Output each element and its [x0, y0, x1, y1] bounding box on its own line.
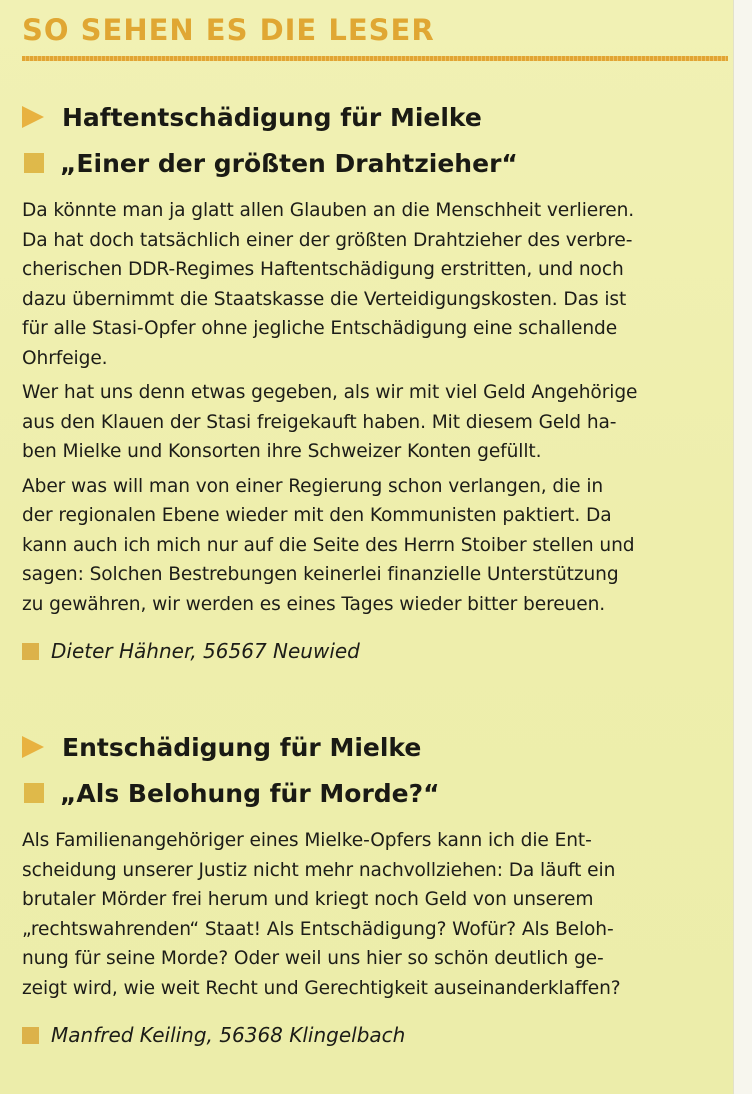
page-edge — [733, 0, 752, 1094]
text-line: „rechtswahrenden“ Staat! Als Entschädigung? Wofür? Als Beloh- — [22, 918, 614, 940]
text-line: kann auch ich mich nur auf die Seite des Herrn Stoiber stellen und — [22, 534, 635, 556]
text-line: Als Familienangehöriger eines Mielke-Opfers kann ich die Ent- — [22, 830, 592, 851]
letter-signature: Manfred Keiling, 56368 Klingelbach — [51, 1023, 406, 1047]
letter-subtitle: „Einer der größten Drahtzieher“ — [60, 148, 518, 178]
square-icon — [22, 1027, 39, 1044]
letter-topic: Entschädigung für Mielke — [62, 732, 422, 762]
text-line: brutaler Mörder frei herum und kriegt noch Geld von unserem — [22, 889, 594, 910]
section-header — [22, 10, 728, 60]
letter-signature: Dieter Hähner, 56567 Neuwied — [51, 639, 360, 663]
square-icon — [22, 643, 39, 660]
letter-subtitle-row — [22, 140, 734, 186]
letter-body — [22, 826, 734, 1003]
text-line: cherischen DDR-Regimes Haftentschädigung erstritten, und noch — [22, 259, 624, 280]
text-line: scheidung unserer Justiz nicht mehr nachvollziehen: Da läuft ein — [22, 859, 616, 881]
text-line: ben Mielke und Konsorten ihre Schweizer Konten gefüllt. — [22, 441, 542, 462]
text-line: Da hat doch tatsächlich einer der größten Drahtzieher des verbre- — [22, 229, 633, 251]
square-icon — [24, 153, 44, 173]
section-title: SO SEHEN ES DIE LESER — [22, 13, 435, 47]
signature-row — [22, 639, 734, 663]
text-line: Ohrfeige. — [22, 347, 108, 369]
square-icon — [24, 783, 44, 803]
text-line: sagen: Solchen Bestrebungen keinerlei finanzielle Unterstützung — [22, 564, 619, 585]
letter-topic: Haftentschädigung für Mielke — [62, 102, 482, 132]
text-line: Da könnte man ja glatt allen Glauben an die Menschheit verlieren. — [22, 200, 635, 221]
text-line: zeigt wird, wie weit Recht und Gerechtigkeit auseinanderklaffen? — [22, 977, 621, 999]
paragraph — [22, 378, 734, 467]
text-line: Wer hat uns denn etwas gegeben, als wir mit viel Geld Angehörige — [22, 382, 638, 403]
text-line: zu gewähren, wir werden es eines Tages wieder bitter bereuen. — [22, 593, 606, 615]
text-line: aus den Klauen der Stasi freigekauft haben. Mit diesem Geld ha- — [22, 411, 617, 433]
letter-subtitle: „Als Belohung für Morde?“ — [60, 778, 440, 808]
letter-subtitle-row — [22, 770, 734, 816]
letter-2 — [22, 724, 734, 1047]
letter-1 — [22, 94, 734, 663]
letter-body — [22, 196, 734, 619]
header-rule — [22, 56, 728, 61]
paragraph — [22, 826, 734, 1003]
text-line: dazu übernimmt die Staatskasse die Verteidigungskosten. Das ist — [22, 288, 627, 310]
paragraph — [22, 196, 734, 373]
text-line: der regionalen Ebene wieder mit den Kommunisten paktiert. Da — [22, 505, 612, 526]
text-line: für alle Stasi-Opfer ohne jegliche Entschädigung eine schallende — [22, 318, 618, 339]
signature-row — [22, 1023, 734, 1047]
triangle-icon — [22, 106, 44, 128]
text-line: Aber was will man von einer Regierung schon verlangen, die in — [22, 475, 604, 497]
letter-topic-row — [22, 724, 734, 770]
paragraph — [22, 472, 734, 620]
triangle-icon — [22, 736, 44, 758]
text-line: nung für seine Morde? Oder weil uns hier so schön deutlich ge- — [22, 948, 604, 969]
letter-topic-row — [22, 94, 734, 140]
